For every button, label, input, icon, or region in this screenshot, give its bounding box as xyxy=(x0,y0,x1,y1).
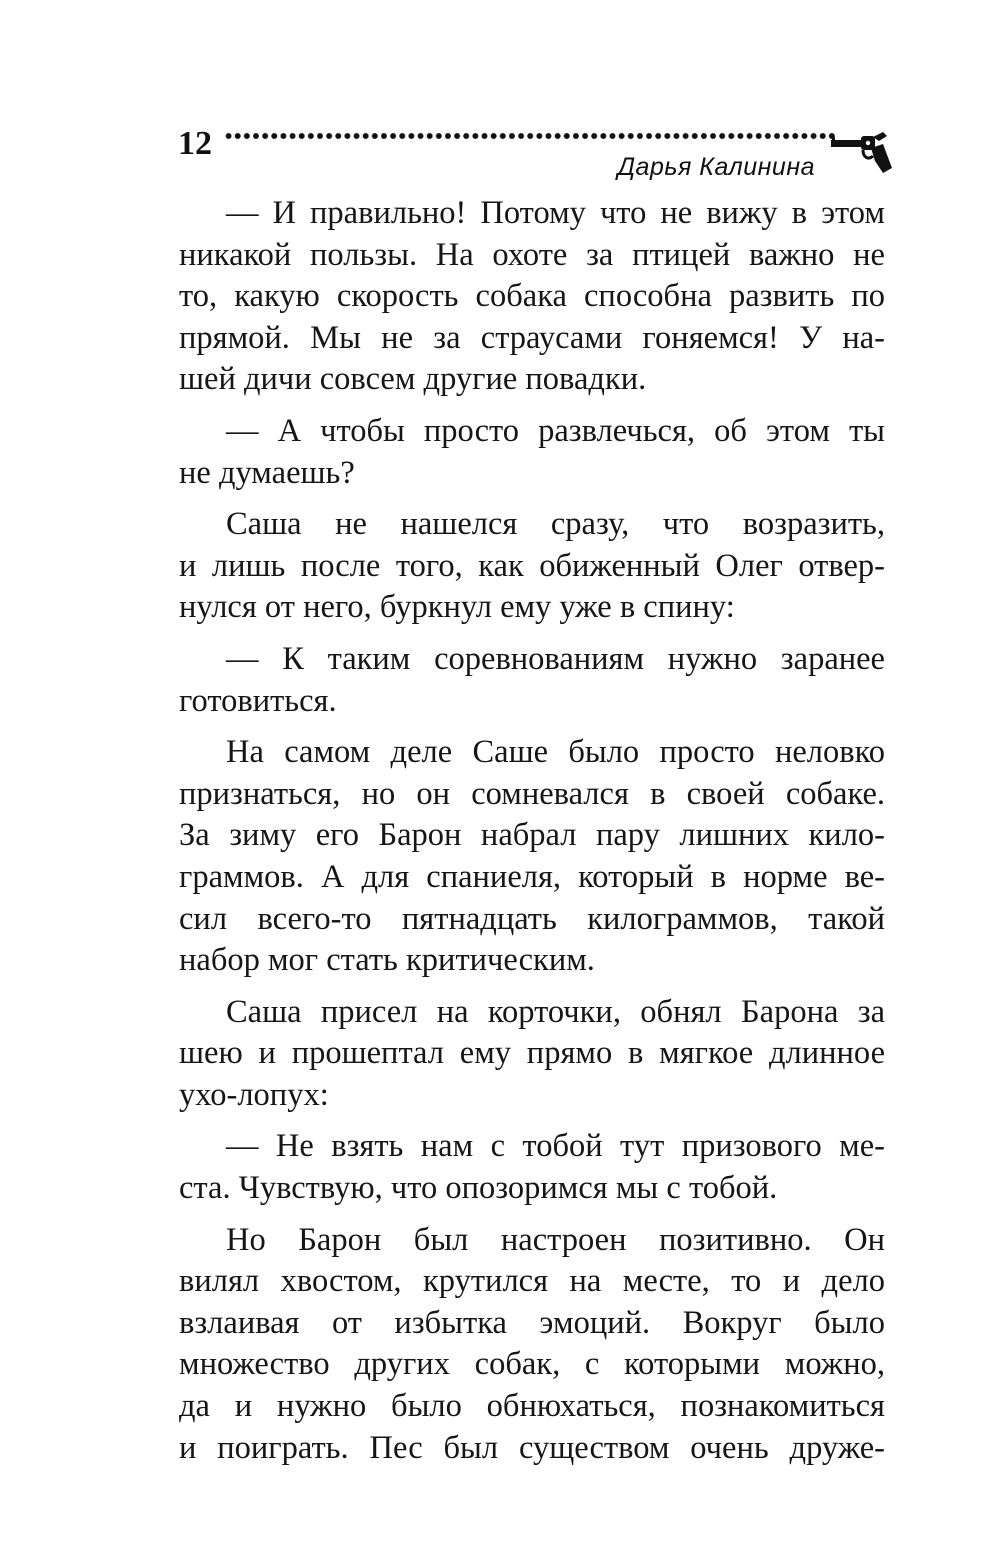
text-line: набор мог стать критическим. xyxy=(179,942,595,979)
paragraph xyxy=(179,1220,885,1470)
text-line: ста. Чувствую, что опозоримся мы с тобой. xyxy=(179,1170,778,1207)
text-line: Саша присел на корточки, обнял Барона за xyxy=(226,993,885,1030)
text-line: никакой пользы. На охоте за птицей важно не xyxy=(179,236,885,273)
text-line: — И правильно! Потому что не вижу в этом xyxy=(226,195,885,231)
text-line: прямой. Мы не за страусами гоняемся! У на- xyxy=(179,319,885,356)
text-line: шею и прошептал ему прямо в мягкое длинное xyxy=(179,1035,885,1072)
paragraph xyxy=(179,193,885,401)
text-line: и лишь после того, как обиженный Олег отвер- xyxy=(179,547,885,584)
paragraph xyxy=(179,1126,885,1209)
text-line: множество других собак, с которыми можно, xyxy=(179,1346,885,1383)
text-line: то, какую скорость собака способна развить по xyxy=(179,278,885,315)
text-line: и поиграть. Пес был существом очень друже- xyxy=(179,1429,885,1466)
text-line: Саша не нашелся сразу, что возразить, xyxy=(226,506,885,543)
text-line: нулся от него, буркнул ему уже в спину: xyxy=(179,589,735,626)
text-line: — К таким соревнованиям нужно заранее xyxy=(226,640,885,677)
text-line: ухо-лопух: xyxy=(179,1076,329,1113)
revolver-icon xyxy=(831,128,893,174)
text-line: — Не взять нам с тобой тут призового ме- xyxy=(226,1128,885,1165)
paragraph xyxy=(179,411,885,494)
text-line: признаться, но он сомневался в своей собаке. xyxy=(179,775,885,812)
text-line: не думаешь? xyxy=(179,454,355,491)
paragraph xyxy=(179,639,885,722)
text-line: сил всего-то пятнадцать килограммов, такой xyxy=(179,900,885,937)
text-line: вилял хвостом, крутился на месте, то и дело xyxy=(179,1263,885,1300)
paragraph xyxy=(179,504,885,629)
main-text xyxy=(179,193,885,1469)
text-line: да и нужно было обнюхаться, познакомиться xyxy=(179,1388,885,1425)
text-line: граммов. А для спаниеля, который в норме ве- xyxy=(179,858,885,895)
author-name: Дарья Калинина xyxy=(617,153,815,181)
text-line: — А чтобы просто развлечься, об этом ты xyxy=(226,412,885,449)
text-line: Но Барон был настроен позитивно. Он xyxy=(226,1221,885,1258)
text-line: взлаивая от избытка эмоций. Вокруг было xyxy=(179,1304,885,1341)
running-header xyxy=(178,118,893,193)
text-line: готовиться. xyxy=(179,682,337,719)
text-line: шей дичи совсем другие повадки. xyxy=(179,361,647,398)
text-line: За зиму его Барон набрал пару лишних кило- xyxy=(179,817,885,854)
paragraph xyxy=(179,992,885,1117)
paragraph xyxy=(179,732,885,982)
dotted-rule xyxy=(224,132,836,140)
page-number: 12 xyxy=(178,125,212,162)
text-line: На самом деле Саше было просто неловко xyxy=(226,734,885,771)
